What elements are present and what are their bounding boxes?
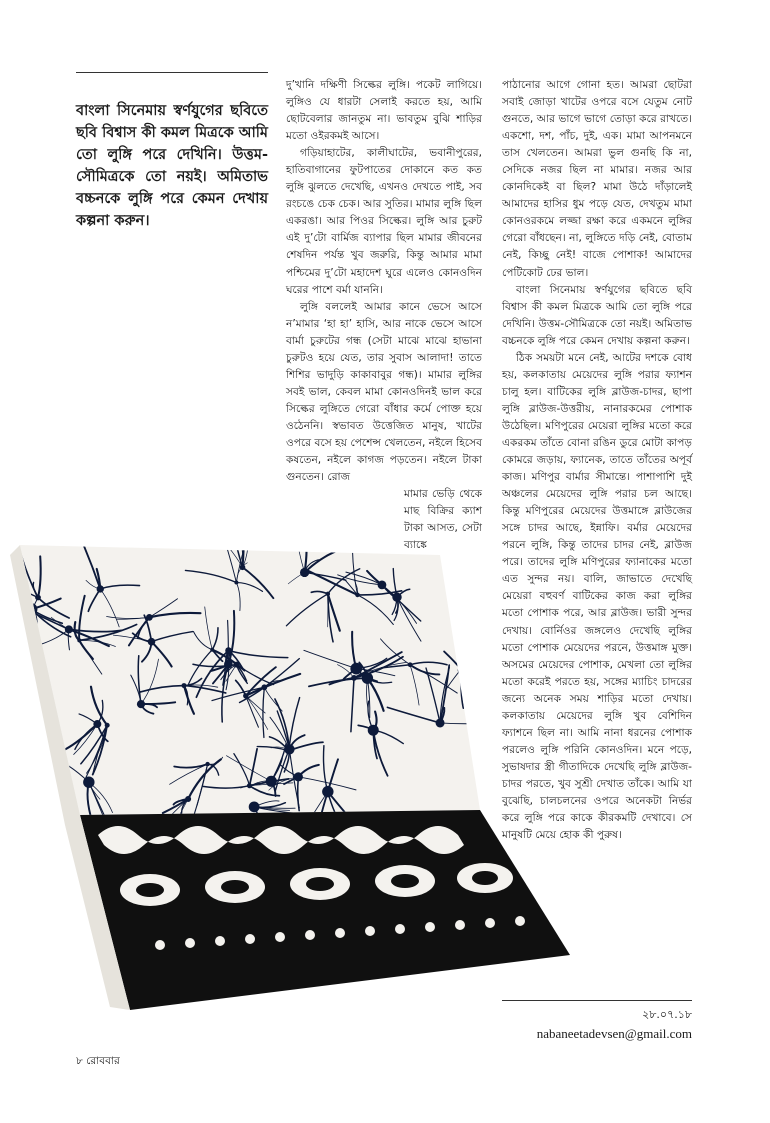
crackle-node (146, 614, 153, 621)
crackle-node (148, 638, 156, 646)
crackle-node (77, 638, 81, 642)
crackle-node (225, 647, 232, 654)
batik-lungi-photo (10, 545, 580, 1015)
article-date: ২৮.০৭.১৮ (642, 1008, 692, 1021)
crackle-line (462, 670, 515, 677)
crackle-line (464, 642, 491, 666)
crackle-node (392, 592, 401, 601)
crackle-line (464, 658, 492, 666)
page-folio: ৮ রোববার (76, 1055, 120, 1067)
paragraph: গড়িয়াহাটের, কালীঘাটের, ভবানীপুরের, হাতিবাগানের ফুটপাতের দোকানে কত কত লুঙ্গি ঝুলতে দেখেছি, এখনও দেখতে পাই, সব রংচঙে চেক চেক। আর সুতির। মামার লুঙ্গি ছিল একরঙা। আর পিওর সিল্কের। লুঙ্গি আর চুরুট এই দু’টো বার্মিজ ব্যাপার ছিল মামার জীবনের শেষদিন পর্যন্ত খুব জরুরি, কিন্তু আমার মামা পশ্চিমের দু’টো মহাদেশ ঘুরে এলেও কোনওদিন ঘরের পাশে বর্মা যাননি। (286, 147, 482, 296)
crackle-node (240, 564, 246, 570)
crackle-node (355, 593, 360, 598)
crackle-node (261, 684, 267, 690)
crackle-node (368, 725, 379, 736)
crackle-line (462, 644, 469, 670)
pull-quote: বাংলা সিনেমায় স্বর্ণযুগের ছবিতে ছবি বিশ্বাস কী কমল মিত্রকে আমি তো লুঙ্গি পরে দেখিনি। উত্তম-সৌমিত্রকে তো নয়ই। অমিতাভ বচ্চনকে লুঙ্গি পরে কেমন দেখায় কল্পনা করুন। (76, 103, 268, 229)
crackle-node (408, 662, 413, 667)
crackle-node (35, 595, 41, 601)
crackle-line (462, 670, 501, 701)
top-rule (76, 72, 268, 73)
crackle-node (97, 585, 104, 592)
crackle-node (285, 747, 292, 754)
article-column-1 (286, 77, 482, 554)
paragraph-wrapped: মামার ভেড়ি থেকে মাছ বিক্রির ক্যাশ টাকা আসত, সেটা ব্যাঙ্কে (404, 488, 482, 552)
crackle-node (378, 580, 387, 589)
crackle-node (458, 660, 469, 671)
crackle-node (210, 648, 214, 652)
crackle-node (137, 700, 145, 708)
crackle-node (181, 683, 186, 688)
crackle-node (65, 625, 73, 633)
crackle-node (83, 777, 94, 788)
crackle-line (463, 622, 466, 666)
crackle-node (351, 675, 357, 681)
paragraph: বাংলা সিনেমায় স্বর্ণযুগের ছবিতে ছবি বিশ্বাস কী কমল মিত্রকে আমি তো লুঙ্গি পরে দেখিনি। উত্তম-সৌমিত্রকে তো নয়ই। অমিতাভ বচ্চনকে লুঙ্গি পরে কেমন দেখায় কল্পনা করুন। (502, 283, 692, 347)
author-email: nabaneetadevsen@gmail.com (536, 1026, 692, 1041)
crackle-node (294, 772, 303, 781)
crackle-node (205, 762, 209, 766)
crackle-node (93, 720, 101, 728)
crackle-node (234, 581, 238, 585)
crackle-line (464, 666, 468, 705)
crackle-node (436, 718, 445, 727)
crackle-node (105, 723, 110, 728)
paragraph: পাঠানোর আগে গোনা হত। আমরা ছোটরা সবাই জোড়া খাটের ওপরে বসে যেতুম নোট গুনতে, আর ভাগে ভাগে তোড়া করে রাখতে। একশো, দশ, পাঁচ, দুই, এক। মামা আপনমনে তাস খেলতেন। আমরা ভুল গুনছি কি না, সেদিকে নজর ছিল না মামার। নজর আর কোনদিকেই বা ছিল? মামা উঠে দাঁড়ালেই আমাদের হাসির ধুম পড়ে যেত, দেখতুম মামা কোনওরকমে লজ্জা রক্ষা করে একমনে লুঙ্গির গেরো বাঁধছেন। না, লুঙ্গিতে দড়ি নেই, বোতাম নেই, কিচ্ছু নেই! বাজে পোশাক! আমাদের পেটিকোট ঢের ভাল। (502, 79, 692, 279)
crackle-node (300, 568, 309, 577)
crackle-node (458, 666, 466, 674)
crackle-line (461, 670, 463, 708)
crackle-line (464, 666, 478, 675)
crackle-line (462, 637, 465, 670)
date-rule (502, 1000, 692, 1001)
crackle-node (322, 786, 333, 797)
paragraph: লুঙ্গি বললেই আমার কানে ভেসে আসে ন’মামার ‘হা হা’ হাসি, আর নাকে ভেসে আসে বার্মা চুরুটের গন্ধ (সেটা মাঝে মাঝে হাভানা চুরুটও হয়ে যেত, তার সুবাস আলাদা! তাতে শিশির ভাদুড়ি কাকাবাবুর গন্ধ)। মামার লুঙ্গির সবই ভাল, কেবল মামা কোনওদিনই ভাল করে সিল্কের লুঙ্গিতে গেরো বাঁধার কর্মে পোক্ত হয়ে ওঠেননি। স্বভাবত উত্তেজিত মানুষ, খাটের ওপরে বসে হয় পেশেন্স খেলতেন, নইলে হিসেব কষতেন, নইলে কাগজ পড়তেন। নইলে টাকা গুনতেন। রোজ (286, 300, 482, 484)
paragraph: ঠিক সময়টা মনে নেই, আটের দশকে বোধ হয়, কলকাতায় মেয়েদের লুঙ্গি পরার ফ্যাশন চালু হল। বাটিকের লুঙ্গি ব্লাউজ-চাদর, ছাপা লুঙ্গি ব্লাউজ-উত্তরীয়, নানারকমের পোশাক উঠেছিল। মণিপুরের মেয়েরা লুঙ্গির মতো করে একরকম তাঁতে বোনা রঙিন ডুরে মোটা কাপড় কোমরে জড়ায়, ফ্যানেক, তাতে তাঁতের অপূর্ব কাজ। মণিপুর বার্মার সীমান্তে। পাশাপাশি দুই অঞ্চলের মেয়েদের লুঙ্গি পরার চল আছে। কিন্তু মণিপুরের মেয়েদের উত্তমাঙ্গে ব্লাউজের সঙ্গে চাদর আছে, ইন্নাফি। বর্মার মেয়েদের পরনে লুঙ্গি, কিন্তু তাদের চাদর নেই, ব্লাউজ পরে। তাদের লুঙ্গি মণিপুরের ফ্যানাকের মতো এত সুন্দর নয়। বালি, জাভাতে দেখেছি মেয়েরা বহুবর্ণ বাটিকের কাজ করা লুঙ্গির মতো পোশাক পরে, আর ব্লাউজ। ভারী সুন্দর দেখায়। বোর্নিওর জঙ্গলেও দেখেছি লুঙ্গির মতো পোশাক মেয়েদের পরনে, উত্তমাঙ্গ মুক্ত। অসমের মেয়েদের পোশাক, মেখলা তো লুঙ্গির মতো করেই পরতে হয়, সঙ্গের ম্যাচিং চাদরের জন্যে অনেক সময় শাড়ির মতো দেখায়। কলকাতায় মেয়েদের লুঙ্গি খুব বেশিদিন ফ্যাশনে ছিল না। আমি নানা ধরনের পোশাক পরলেও লুঙ্গি পরিনি কোনওদিন। মনে পড়ে, সুভাষদার স্ত্রী গীতাদিকে দেখেছি লুঙ্গি ব্লাউজ-চাদর পরতে, খুব সুশ্রী দেখাত তাঁকে। আমি যা বুঝেছি, চালচলনের ওপরে অনেকটা নির্ভর করে লুঙ্গি পরে কাকে কীরকমটি দেখাবে। সে মানুষটি মেয়ে হোক কী পুরুষ। (502, 351, 692, 842)
crackle-node (326, 592, 330, 596)
crackle-node (249, 801, 260, 812)
crackle-node (185, 796, 191, 802)
paragraph: দু’খানি দক্ষিণী সিল্কের লুঙ্গি। পকেট লাগিয়ে। লুঙ্গিও যে ধারটা সেলাই করতে হয়, আমি ছোটবেলার জানতুম না। ভাবতুম বুঝি শাড়ির মতো ওইরকমই আসে। (286, 79, 482, 143)
